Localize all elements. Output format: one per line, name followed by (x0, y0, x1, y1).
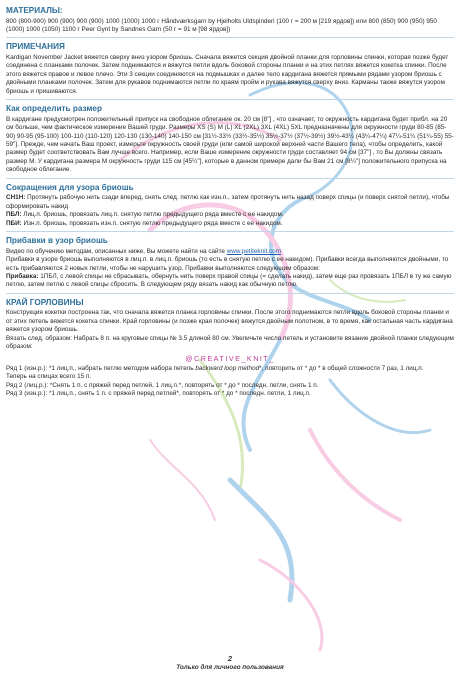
row-1-text-a: Ряд 1 (изн.р.): *1 лиц.п., набрать петлю методом набора петель (6, 364, 196, 372)
abbreviation-item (6, 220, 454, 228)
document-body (6, 6, 454, 399)
abbreviation-term: ПБИ: (6, 219, 22, 227)
divider (6, 37, 454, 38)
increase-definition (6, 273, 454, 290)
increases-intro-text: Видео по обучению методам, описанных ниже, Вы можете найти на сайте (6, 247, 227, 255)
increases-intro (6, 248, 454, 256)
increases-text: Прибавки в узоре бриошь выполняются в лиц.п. в лиц.п. бриошь (то есть в снятую петлю с ее накидом). Прибавки всегда выполняются двойными, то есть прибавляются 2 новых петли, чтобы не нарушить узор. Прибавки выполняются следующим образом: (6, 256, 449, 272)
row-2: Ряд 2 (лиц.р.): *Снять 1 п. с пряжей перед петлей, 1 лиц.п.*, повторять от * до * последн. петли, снять 1 п. (6, 381, 319, 389)
materials-text: 800 (800-900) 900 (900) 900 (900) 1000 (1000) 1000 г Håndværksgarn by Hjelholts Uldspinderi (100 г = 200 м [219 ярдов]) или 800 (850) 900 (950) 950 (1000) 1000 (1050) 1100 г Peer Gynt by Sandnes Garn (50 г = 91 м [98 ярдов]) (6, 17, 437, 33)
increase-term-text: 1ПБЛ, с левой спицы не сбрасывать, обернуть нить поверх правой спицы (= сделать накид), затем еще раз провязать 1ПБЛ в ту же самую петлю, затем петлю с левой спицы сбросить. В следующем ряду вязать накид как обычную петлю. (6, 273, 452, 289)
divider (6, 293, 454, 294)
section-heading-increases: Прибавки в узор бриошь (6, 236, 108, 246)
size-text: В кардигане предусмотрен положительный припуск на свободное облегание ок. 20 см [8"] , что означает, то окружность кардигана будет прибл. на 20 см больше, чем фактическое измерение Вашей груди. Размеры XS (S) M (L) XL (2XL) 3XL (4XL) 5XL предназначены для окружности груди 80-85 (85-90) 90-95 (95-100) 100-110 (110-120) 120-130 (130-140) 140-150 см [31½-33½ (33½-35½) 35½-37½ (37½-39½) 39½-43¼ (43¼-47¼) 47¼-51¼ (51¼-55) 55-59"]. Прежде, чем начать Ваш проект, измерьте окружность своей груди (или самой широкой верхней части Вашего тела), чтобы определить, какой размер будет соответствовать Вам лучше всего. Например, если Ваше измерение окружности груди составляет 94 см [37"] , то Вы должны связать размер M. У кардигана размера M окружность груди 115 см [45¼"], которые в данном примере дали бы Вам 21 см [8¼"] положительного припуска на свободное облегание. (6, 115, 454, 174)
abbreviation-text: Протянуть рабочую нить сзади вперед, снять след. петлю как изн.п., затем протянуть нить назад поверх спицы (и поверх снятой петли), чтобы сформировать накид (6, 194, 450, 210)
row-1-text-b: *, повторить от * до * в общей сложности 7 раз, 1 лиц.п. (259, 364, 424, 372)
increase-term: Прибавка: (6, 273, 39, 281)
divider (6, 231, 454, 232)
abbreviation-term: ПБЛ: (6, 211, 22, 219)
section-heading-materials: МАТЕРИАЛЫ: (6, 6, 63, 15)
footer-note: Только для личного пользования (176, 664, 284, 671)
divider (6, 178, 454, 179)
row-1-method: backward loop method (195, 364, 260, 372)
abbreviation-item (6, 211, 454, 219)
petiteknit-link[interactable]: www.petiteknit.com (226, 247, 281, 255)
section-heading-neck-edge: КРАЙ ГОРЛОВИНЫ (6, 297, 84, 307)
section-heading-size: Как определить размер (6, 104, 102, 114)
neck-text: Конструкция кокетки построена так, что сначала вяжется планка горловины спинки. После этого поднимаются петли вдоль боковой стороны планки и от этих петель вяжется кокетка спинки. Край горловины (и позже края полочек) вяжутся двойным полотном, в то время, как остальная часть кардигана вяжется узором бриошь. (6, 309, 453, 334)
section-heading-abbreviations: Сокращения для узора бриошь (6, 182, 134, 192)
divider (6, 99, 454, 100)
section-heading-notes: ПРИМЕЧАНИЯ (6, 42, 65, 52)
abbreviation-item (6, 194, 454, 211)
notes-text: Kardigan November Jacket вяжется сверху вниз узором бриошь. Сначала вяжется секция двойной планки для горловины спинки, которая позже будет соединена с планками полочек. Затем поднимаются и вяжутся петли вдоль боковой стороны планки и на этих петлях вяжется кокетка спинки. После этого вяжется правое и левое плечо. Эти 3 секции соединяются на подмышках и далее тело кардигана вяжется прямыми рядами узором бриошь с двойными планками полочек. Затем для рукавов поднимаются петли по краям пройм и рукава вяжутся сверху вниз. Карманы также вяжутся узором бриошь и пришиваются. (6, 53, 449, 95)
page-number: 2 (227, 654, 233, 663)
abbreviation-term: СН1Н: (6, 194, 26, 202)
row-1 (6, 365, 454, 373)
abbreviation-text: Лиц.п. бриошь, провязать лиц.п. снятую петлю предыдущего ряда вместе с ее накидом. (21, 211, 284, 219)
abbreviation-text: Изн.п. бриошь, провязать изн.п. снятую петлю предыдущего ряда вместе с ее накидом. (21, 219, 283, 227)
creator-handle: @CREATIVE_KNIT_ (185, 353, 275, 363)
row-3: Ряд 3 (изн.р.): *1 лиц.п., снять 1 п. с пряжей перед петлей*, повторять от * до * последн. петли, 1 лиц.п. (6, 390, 311, 398)
neck-text-2: Вязать след. образом: Набрать 8 п. на круговые спицы № 3.5 длиной 80 см. Увеличьте число петель и установите вязание двойной планки следующим образом: (6, 334, 454, 351)
row-1-note: Теперь на спицах всего 15 п. (6, 373, 92, 381)
